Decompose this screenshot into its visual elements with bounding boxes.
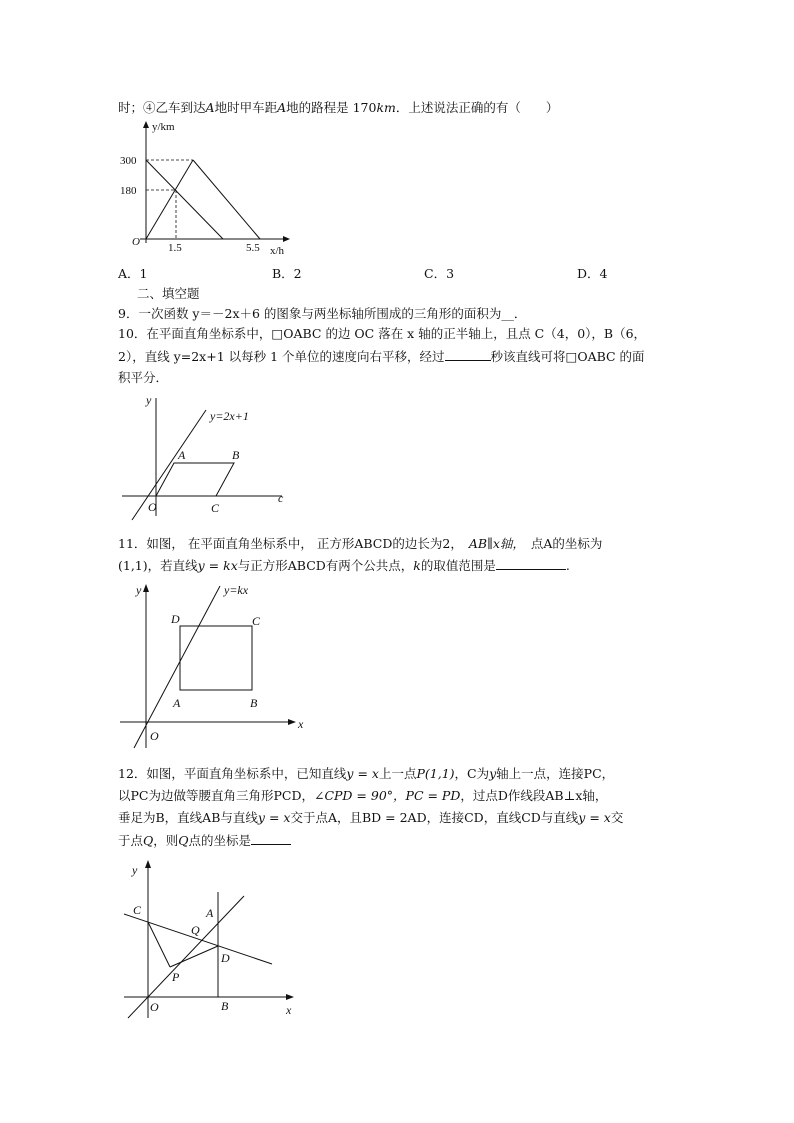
q8-y-arrow	[143, 121, 149, 128]
q11-square	[180, 626, 252, 690]
q12-line2: 以PC为边做等腰直角三角形PCD，∠CPD = 90°，PC = PD，过点D作线段AB⊥x轴，	[118, 788, 608, 803]
q12-x-label: x	[286, 1003, 292, 1017]
q11-B: B	[250, 696, 258, 710]
q10-y-label: y	[146, 393, 152, 407]
q8-line-fall-b	[146, 160, 223, 239]
q11-A: A	[173, 696, 181, 710]
q12-line-cd	[124, 914, 272, 964]
choice-b[interactable]: B．2	[272, 266, 302, 281]
q11-O: O	[150, 729, 159, 743]
q12-P: P	[172, 970, 180, 984]
q8-xlabel: x/h	[270, 245, 285, 257]
q12-line1: 12．如图，平面直角坐标系中，已知直线y = x上一点P(1,1)，C为y轴上一点，连接PC，	[118, 766, 615, 781]
q8-x-arrow	[283, 236, 290, 242]
q8-text: 时；④乙车到达A地时甲车距A地的路程是 170km．上述说法正确的有（ ）	[118, 100, 559, 115]
q11-graph	[118, 580, 318, 750]
q11-x-arrow	[288, 719, 296, 725]
q10-line-label: y=2x+1	[210, 409, 249, 423]
q11-y-arrow	[143, 584, 149, 592]
q8-graph	[118, 118, 298, 258]
q10-line1: 10．在平面直角坐标系中，□OABC 的边 OC 落在 x 轴的正半轴上，且点 C（4，0），B（6，	[118, 326, 647, 341]
choice-d[interactable]: D．4	[577, 266, 608, 281]
q8-origin: O	[132, 236, 140, 248]
q12-A: A	[206, 906, 214, 920]
q11-x-label: x	[298, 717, 304, 731]
q10-line-2x1	[132, 410, 206, 520]
q12-line3: 垂足为B，直线AB与直线y = x交于点A，且BD = 2AD，连接CD，直线CD与直线y = x交	[118, 810, 624, 825]
q12-O: O	[150, 1000, 159, 1014]
q12-D: D	[221, 951, 230, 965]
section-title: 二、填空题	[137, 286, 200, 301]
q10-O: O	[148, 500, 157, 514]
q10-B: B	[232, 448, 240, 462]
q10-C: C	[211, 501, 220, 515]
q11-y-label: y	[136, 583, 142, 597]
q11-line-kx	[134, 586, 220, 748]
q12-B: B	[221, 999, 229, 1013]
choice-c[interactable]: C．3	[424, 266, 455, 281]
q10-line3: 积平分．	[118, 370, 169, 385]
q11-line2: (1,1)，若直线y = kx与正方形ABCD有两个公共点，k的取值范围是 .	[118, 558, 570, 573]
q11-line1: 11．如图， 在平面直角坐标系中， 正方形ABCD的边长为2， AB∥x轴， 点A的坐标为	[118, 536, 603, 551]
q11-answer-blank[interactable]	[496, 557, 566, 570]
q8-label-55: 5.5	[246, 242, 260, 254]
q12-y-arrow	[145, 860, 151, 868]
q10-line2: 2），直线 y=2x+1 以每秒 1 个单位的速度向右平移，经过 秒该直线可将□OABC 的面	[118, 349, 645, 364]
q12-x-arrow	[286, 994, 294, 1000]
q12-graph	[110, 856, 310, 1021]
q8-line-rise	[146, 160, 193, 239]
q10-A: A	[178, 448, 186, 462]
q8-line-fall-a	[193, 160, 260, 239]
q11-D: D	[171, 612, 180, 626]
q11-line-label: y=kx	[224, 583, 249, 597]
q12-Q: Q	[191, 923, 200, 937]
q10-c: c	[278, 491, 284, 505]
q12-C: C	[133, 903, 142, 917]
q12-y-label: y	[132, 863, 138, 877]
q11-C: C	[252, 614, 261, 628]
q8-ylabel: y/km	[152, 121, 175, 133]
q12-answer-blank[interactable]	[251, 832, 291, 845]
q10-graph	[118, 388, 298, 528]
q8-label-180: 180	[120, 185, 137, 197]
q12-line4: 于点Q，则Q点的坐标是	[118, 832, 291, 849]
q10-answer-blank[interactable]	[445, 348, 491, 361]
q10-parallelogram	[156, 463, 234, 496]
q9-text: 9．一次函数 y＝－2x＋6 的图象与两坐标轴所围成的三角形的面积为__．	[118, 306, 527, 321]
choice-a[interactable]: A．1	[118, 266, 148, 281]
q8-label-300: 300	[120, 155, 137, 167]
q8-label-15: 1.5	[168, 242, 182, 254]
